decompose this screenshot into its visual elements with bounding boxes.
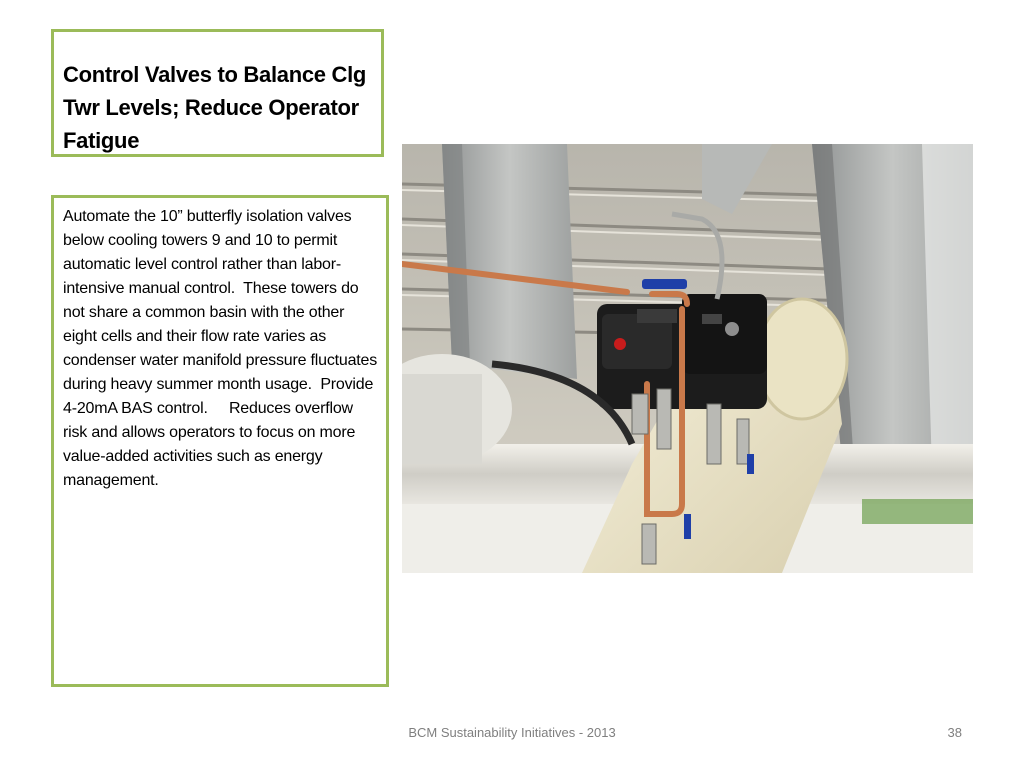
valve-photo-illustration [402,144,973,573]
title-box [51,29,384,157]
valve-photo [402,144,973,573]
slide-body-text: Automate the 10” butterfly isolation valves below cooling towers 9 and 10 to permit automatic level control rather than labor-intensive manual control. These towers do not share a common basin with the other eight cells and their flow rate varies as condenser water manifold pressure fluctuates during heavy summer month usage. Provide 4-20mA BAS control. Reduces overflow risk and allows operators to focus on more value-added activities such as energy management. [63,208,382,489]
footer-text: BCM Sustainability Initiatives - 2013 [408,725,616,740]
slide-title: Control Valves to Balance Clg Twr Levels; Reduce Operator Fatigue [63,62,367,153]
page-number: 38 [947,725,962,740]
body-text-box [51,195,389,687]
